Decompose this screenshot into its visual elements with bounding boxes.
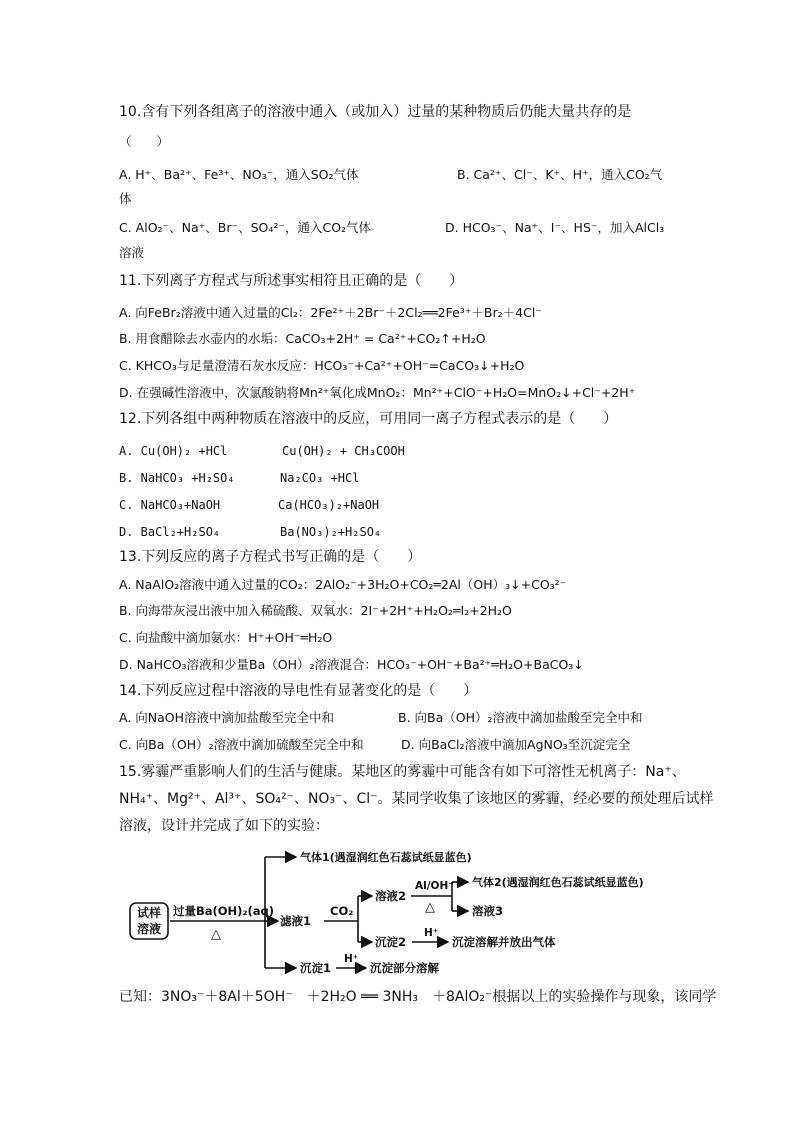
q14-option-d: D. 向BaCl₂溶液中滴加AgNO₃至沉淀完全 (401, 737, 631, 752)
q15-line2: NH₄⁺、Mg²⁺、Al³⁺、SO₄²⁻、NO₃⁻、Cl⁻。某同学收集了该地区的雾霾，经必要的预处理后试样 (119, 791, 714, 807)
sample-label-top: 试样 (136, 906, 162, 920)
q13-option-a: A. NaAlO₂溶液中通入过量的CO₂：2AlO₂⁻+3H₂O+CO₂═2Al（OH）₃↓+CO₃²⁻ (119, 577, 567, 592)
q10-option-b: B. Ca²⁺、Cl⁻、K⁺、H⁺，通入CO₂气 (457, 167, 663, 182)
q15-line3: 溶液，设计并完成了如下的实验： (119, 818, 329, 834)
filtrate1-label: 滤液1 (280, 914, 312, 928)
sample-label-bottom: 溶液 (136, 922, 162, 936)
q11-option-a: A. 向FeBr₂溶液中通入过量的Cl₂：2Fe²⁺＋2Br⁻＋2Cl₂══2Fe³⁺＋Br₂＋4Cl⁻ (119, 305, 542, 320)
reagent-ba-oh: 过量Ba(OH)₂(aq) (173, 904, 274, 918)
q12-option-b-right: Na₂CO₃ +HCl (280, 471, 360, 485)
precip1-label: 沉淀1 (300, 961, 332, 975)
hplus-2: H⁺ (344, 953, 359, 965)
q12-option-c-left: C. NaHCO₃+NaOH (119, 498, 221, 512)
q10-stem: 10.含有下列各组离子的溶液中通入（或加入）过量的某种物质后仍能大量共存的是 (119, 104, 632, 120)
q12-option-d-left: D. BaCl₂+H₂SO₄ (119, 525, 221, 539)
q14-option-a: A. 向NaOH溶液中滴加盐酸至完全中和 (119, 710, 335, 725)
co2-label: CO₂ (330, 904, 354, 918)
heat-symbol-2: △ (425, 900, 435, 915)
q13-option-b: B. 向海带灰浸出液中加入稀硫酸、双氧水：2I⁻+2H⁺+H₂O₂═I₂+2H₂O (119, 603, 512, 618)
q10-option-b-cont: 体 (119, 191, 132, 206)
solution3-label: 溶液3 (472, 904, 504, 918)
precip2-result: 沉淀溶解并放出气体 (452, 935, 556, 949)
q14-option-b: B. 向Ba（OH）₂溶液中滴加盐酸至完全中和 (398, 710, 643, 725)
q12-option-d-right: Ba(NO₃)₂+H₂SO₄ (280, 525, 382, 539)
reagent-al-oh: Al/OH⁻ (415, 880, 454, 892)
q12-stem: 12.下列各组中两种物质在溶液中的反应，可用同一离子方程式表示的是（ ） (119, 411, 618, 427)
q12-option-a-right: Cu(OH)₂ + CH₃COOH (282, 444, 405, 458)
q10-option-a: A. H⁺、Ba²⁺、Fe³⁺、NO₃⁻，通入SO₂气体 (119, 167, 359, 182)
q13-option-d: D. NaHCO₃溶液和少量Ba（OH）₂溶液混合：HCO₃⁻+OH⁻+Ba²⁺═H₂O+BaCO₃↓ (119, 657, 584, 672)
q10-paren: （ ） (119, 134, 170, 149)
q14-stem: 14.下列反应过程中溶液的导电性有显著变化的是（ ） (119, 683, 478, 699)
q10-option-d: D. HCO₃⁻、Na⁺、I⁻、HS⁻，加入AlCl₃ (445, 220, 665, 235)
q14-option-c: C. 向Ba（OH）₂溶液中滴加硫酸至完全中和 (119, 737, 364, 752)
gas2-label: 气体2(遇湿润红色石蕊试纸显蓝色) (472, 876, 644, 889)
q11-option-d: D. 在强碱性溶液中，次氯酸钠将Mn²⁺氧化成MnO₂：Mn²⁺+ClO⁻+H₂O=MnO₂↓+Cl⁻+2H⁺ (119, 385, 636, 400)
q13-option-c: C. 向盐酸中滴加氨水：H⁺+OH⁻═H₂O (119, 630, 333, 645)
q10-option-c: C. AlO₂⁻、Na⁺、Br⁻、SO₄²⁻，通入CO₂气体 (119, 220, 372, 235)
q11-option-b: B. 用食醋除去水壶内的水垢：CaCO₃+2H⁺ = Ca²⁺+CO₂↑+H₂O (119, 331, 486, 346)
precip2-label: 沉淀2 (375, 935, 407, 949)
q12-option-b-left: B. NaHCO₃ +H₂SO₄ (119, 471, 235, 485)
solution2-label: 溶液2 (375, 889, 407, 903)
q12-option-a-left: A. Cu(OH)₂ +HCl (119, 444, 228, 458)
precip1-result: 沉淀部分溶解 (370, 961, 439, 975)
q13-stem: 13.下列反应的离子方程式书写正确的是（ ） (119, 549, 422, 565)
q15-line1: 15.雾霾严重影响人们的生活与健康。某地区的雾霾中可能含有如下可溶性无机离子：Na⁺、 (119, 764, 686, 780)
q10-option-d-cont: 溶液 (119, 245, 145, 260)
heat-symbol-1: △ (211, 927, 221, 942)
q11-stem: 11.下列离子方程式与所述事实相符且正确的是（ ） (119, 273, 464, 289)
experiment-flow-diagram (128, 846, 688, 981)
hplus-1: H⁺ (424, 927, 439, 939)
q11-option-c: C. KHCO₃与足量澄清石灰水反应：HCO₃⁻+Ca²⁺+OH⁻=CaCO₃↓+H₂O (119, 358, 525, 373)
gas1-label: 气体1(遇湿润红色石蕊试纸显蓝色) (300, 851, 472, 864)
q15-known-equation: 已知：3NO₃⁻＋8Al＋5OH⁻ ＋2H₂O ══ 3NH₃ ＋8AlO₂⁻根据以上的实验操作与现象，该同学 (119, 989, 717, 1005)
q12-option-c-right: Ca(HCO₃)₂+NaOH (278, 498, 380, 512)
